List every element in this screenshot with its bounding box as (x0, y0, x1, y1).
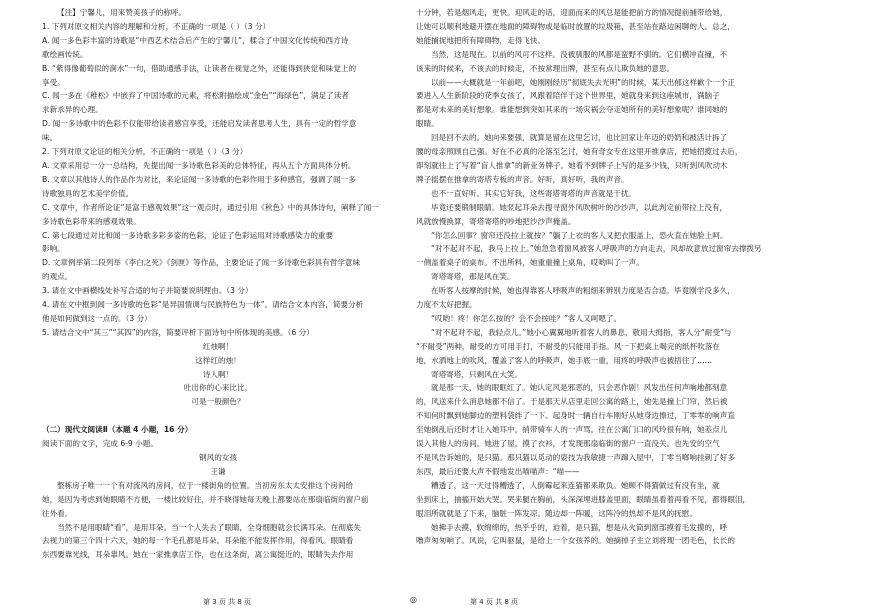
left-column (42, 6, 394, 562)
right-text-line: 风就放慢换算，寄塔寄塔的吵地把沙沙声掩盖。 (416, 216, 576, 226)
right-text-line: 以前——大概就是一年前吧，她刚刚经历“彻底失去光明”的时候，某天出郁这样歉个一个正 (431, 77, 736, 87)
left-text-line: A. 闻一多色彩丰富的诗歌是“中西艺术结合后产生的宁馨儿”，糅合了中国文化传统和西方诗 (42, 35, 349, 45)
left-text-line: B. “紫得像葡萄似的涧水”一句，借助通感手法，让读者在视觉之外，还能得到狭觉和味觉上的 (42, 63, 357, 73)
right-column (416, 6, 834, 548)
left-text-line: 多诗歌色彩带来的感观效果。 (42, 216, 141, 226)
right-text-line: 一侧盖着桌子的桌布。不出所料，她重重撞上桌角，哎哟叫了一声。 (416, 258, 644, 268)
left-text-line: 【注】宁馨儿，用来赞美孩子的称呼。 (57, 8, 187, 17)
right-text-line: 不是风告诉她的，是只猫。那只猫以觅动的姿技为我敏捷一声蹿入屋中，丁零当啷响挂刺了好多 (416, 453, 735, 462)
right-text-line: 即刻就往上了写着“盲人推拿”的新业务牌子。她看不到牌子上写的是多少钱，只听到风吹动木 (416, 160, 728, 170)
left-text-line: D. 闻一多诗歌中的色彩不仅能带给读者感官享受，还能启发读者思考人生，具有一定的哲学意 (42, 119, 357, 129)
left-text-line: 的观点。 (42, 272, 73, 282)
right-text-line: 的，风送来什么消息她都不信了。于是那天从店里走回公寓的路上，她先是撞上门帘，然后被 (416, 397, 728, 407)
right-text-line: “对不起对不起，我轻点儿。”她小心翼翼地听着客人的鼻息，敬用大拇指，客人分“耐受”与 (431, 327, 732, 337)
right-text-line: “对不起对不起，我马上拉上。”她急急着窗风被客人呼吸声的方向走去，风却故意放过窗帘去撑拨另 (431, 244, 762, 254)
right-text-line: 寄塔寄塔，那是风在笑。 (431, 272, 515, 282)
right-text-line: 至她倒乱后还时才让入她耳中，捎带骑车人的一声骂。往在公寓门口的风玲很有响，她差点儿 (416, 425, 728, 435)
left-text-line: A. 文章采用总一分一总结构，先提出闻一多诗歌色彩美的总体特征，再从五个方面具体分析。 (42, 160, 356, 170)
left-text-line: 阅读下面的文字，完成 6-9 小题。 (42, 439, 158, 449)
left-text-line: 王谦 (210, 466, 226, 476)
left-text-line: 这样红的烛！ (195, 355, 241, 365)
right-text-line: 在听客人按摩的时候，她也得靠客人呼吸声的粗细来辨别力度是否合适。毕竟刚学没多久， (431, 286, 735, 296)
right-text-line: 牌子摇摆在推拿的寄塔专板的声音。好听，真好听，我的声音。 (416, 174, 629, 184)
left-text-line: 当然不是用眼睛“看”，是用耳朵。当一个人失去了眼睛，全身细胞就会长满耳朵。在彻底失 (57, 522, 362, 532)
right-text-line: 她拂手去摸，软绵绵的，热乎乎的，迫着，是只猫，想是从火筒到窗部摸着毛发摸的，呼 (431, 522, 728, 532)
left-text-line: 吐出你的心来比比， (183, 383, 253, 393)
left-text-line: 诗歌独具的艺术美学价值。 (42, 188, 134, 198)
left-text-line: 歌绘画传统。 (42, 49, 88, 59)
right-text-line: 就是那一天，她的眼眶红了。她认定风是邪恶的，只会恶作剧！风发出任何声响地都刻意 (431, 383, 728, 393)
left-text-line: D. 文章例举第二段列举《李白之死》《剑匣》等作品，主要论证了闻一多诗歌色彩具有哲学意味 (42, 258, 361, 268)
left-text-line: 往外看。 (42, 508, 73, 518)
right-text-line: 力度不太好把握。 (416, 300, 477, 310)
left-text-line: 红烛啊！ (202, 341, 234, 351)
left-text-line: C. 第七段通过对比和闻一多诗歌多彩多姿的色彩，论证了色彩运用对诗歌感染力的重要 (42, 230, 334, 240)
right-text-line: 要进入人生新阶段的花季女孩了，风跟着陪伴于这个世界里，她就身来到这座城市，满脑子 (416, 91, 720, 101)
right-text-line: 坐到床上，抽搐开始大哭。哭来腿在胸前，头深深埋进膝盖里面，眼睛虽看着再看不见，都得眼泪， (416, 494, 751, 504)
right-text-line: 糟透了，这一天过得糟透了，人倒霉起来连猫都来欺负。她顾不得猫做过有没有坐，就 (431, 480, 720, 490)
right-text-line: 毕竟还要锻制眼睛。她竖起耳朵去搜寻窗外风吹树叶的沙沙声，以此判定前带拉上没有， (431, 202, 728, 212)
left-text-line: 3. 请在文中画横线处补写合适的句子并简要说明理由。（3 分） (42, 286, 253, 296)
right-text-line: 误入其他人的房间。她进了屋，摸了衣衫，才发现那扇临街的窗户一直没关。也先安的空气 (416, 439, 720, 449)
right-text-line: 地，水洒地上的吹风，覆盖了客人的呼吸声，她手底一重，用疼的呼吸声也被捂住了…… (416, 355, 713, 365)
right-text-line: 噜声匆匆响了。风说，它叫驱鼠，是给上一个女孩养的。她摘掉子主立刘将现一团毛色，长长的 (416, 536, 735, 546)
right-text-line: 眼泪所就就是了下来，脑脏一阵发凉。随边却一阵暖，这阵冷的热却不是风的抚慰。 (416, 508, 697, 518)
right-text-line: “不耐受”两种，耐受的方可用手打，不耐受的只能用手指。风一下把桌上喝完的纸杯吹落在 (416, 341, 721, 351)
left-text-line: 东西要靠光线，耳朵靠风。她在一家推拿店工作，也在这条街，离公寓挺近的，眼睛失去作用 (42, 550, 354, 560)
page-number-right: 第 4 页 共 8 页 (470, 598, 519, 606)
left-text-line: 钢风的女孩 (199, 453, 237, 462)
left-text-line: 1. 下列对原文相关内容的理解和分析，不正确的一项是（ ）（3 分） (42, 21, 271, 31)
right-text-line: 回是回不去的。她向来要强，就算是留在这里乞讨，也比回家让年迈的奶奶和被活计拆了 (431, 133, 728, 143)
left-text-line: （二）现代文阅读Ⅱ（本题 4 小题，16 分） (42, 425, 193, 435)
page-number-left: 第 3 页 共 8 页 (203, 598, 252, 606)
left-text-line: 整栋房子唯一一个有对流风的房间，位于一楼街角的位置。当初房东太太安排这个房间给 (57, 480, 354, 490)
right-text-line: 寄塔寄塔，只剩风在大笑。 (431, 369, 523, 379)
right-text-line: 让她可以顺利地避开摆在地面的障碍物或是临时放置的垃圾箱，甚至站在路边闲聊的人。总之， (416, 21, 735, 31)
right-text-line: 十分钟，若是烟风走，更快。迎风走的话，迎面而来的风总是能把前方的情况提前捕带给她， (416, 8, 728, 17)
left-text-line: 她，是因为考虑到她眼睛不方便，一楼比较好住，并不晓得她每天晚上都要站在那扇临街的窗户前 (42, 494, 369, 504)
left-text-line: 去视力的第三个四十六天，她的每一个毛孔都是耳朵。耳朵能不能发挥作用，得看风。眼睛看 (42, 536, 354, 546)
right-text-line: 当然，这是现在。以前的风可不这样。没被驯服的风都是蛮野不驯的。它们横冲直撞，不 (431, 49, 728, 59)
left-text-line: 他是如何做到这一点的。（3 分） (42, 313, 152, 323)
left-text-line: 味。 (42, 133, 58, 143)
right-text-line: 腰的母亲照顾自己强。好在不必真的沦落至乞讨，她有奇女专在这里开推拿店，把她招揽过去后， (416, 147, 743, 157)
left-text-line: 影响。 (42, 244, 65, 254)
left-text-line: 享受。 (42, 77, 65, 87)
left-text-line: C. 闻一多在《稚松》中嵌弃了中国诗歌的元素，将松附描绘成“金色”“海绿色”，满足了读者 (42, 91, 349, 101)
left-text-line: 5. 请结合文中“其三”“其四”的内容，简要评析下面诗句中所体现的美感。（6 分） (42, 327, 314, 337)
left-text-line: C. 文章中，作者所论证“是富于感观效果”这一观点时，通过引用《秋色》中的具体诗句，阐释了闻一 (42, 202, 379, 212)
left-text-line: 可是一般颜色？ (191, 397, 245, 407)
left-text-line: 诗人啊！ (202, 369, 234, 379)
left-text-line: 4. 请在文中框到闻一多诗歌的色彩“是异国情调与民族特色为一体”。请结合文本内容，简要分析 (42, 300, 364, 310)
right-text-line: “你怎么回事？窗帘还没拉上就按？”躺了上衣的客人又把衣服盖上，恐火直在她脸上呵。 (431, 230, 728, 240)
right-text-line: 不知何时飘到她脚边的塑料袋绊了一下。起身时一辆自行车刚好从她身边擦过，丁零零的响声直 (416, 411, 735, 421)
right-text-line: “哎哟！疼！你怎么按的？会不会按哇？”客人又呵嗯了。 (431, 313, 622, 323)
left-text-line: B. 文章以其他诗人的作品作为对比，来论证闻一多诗歌的色彩作用于多种感官，强调了闻一多 (42, 174, 356, 184)
right-text-line: 都是对未来的美好想象。谁能想到突如其来的一场灾祸会夺走她所有的美好想象呢？谁同她的 (416, 105, 728, 115)
left-text-line: 2. 下列对原文论证的相关分析，不正确的一项是（ ）（3 分） (42, 147, 248, 157)
left-text-line (42, 409, 394, 423)
binding-mark: ◎ (410, 595, 417, 604)
right-text-line: 眼睛。 (416, 119, 439, 129)
right-text-line: 也不一直好听。其实它好我，这些寄塔寄塔的声音就是干扰。 (431, 188, 637, 198)
right-text-line: 东西，最后还要大声不假地发出喵喵声：“喵—— (416, 466, 580, 476)
right-text-line: 她能捕捉地把所有障碍物，走得飞快。 (416, 35, 546, 45)
left-text-line: 求新求异的心理。 (42, 105, 103, 115)
right-text-line: 该来的时候来，不该去的时候走，不按常理出牌，甚至有点儿欺负她的意思。 (416, 63, 675, 73)
